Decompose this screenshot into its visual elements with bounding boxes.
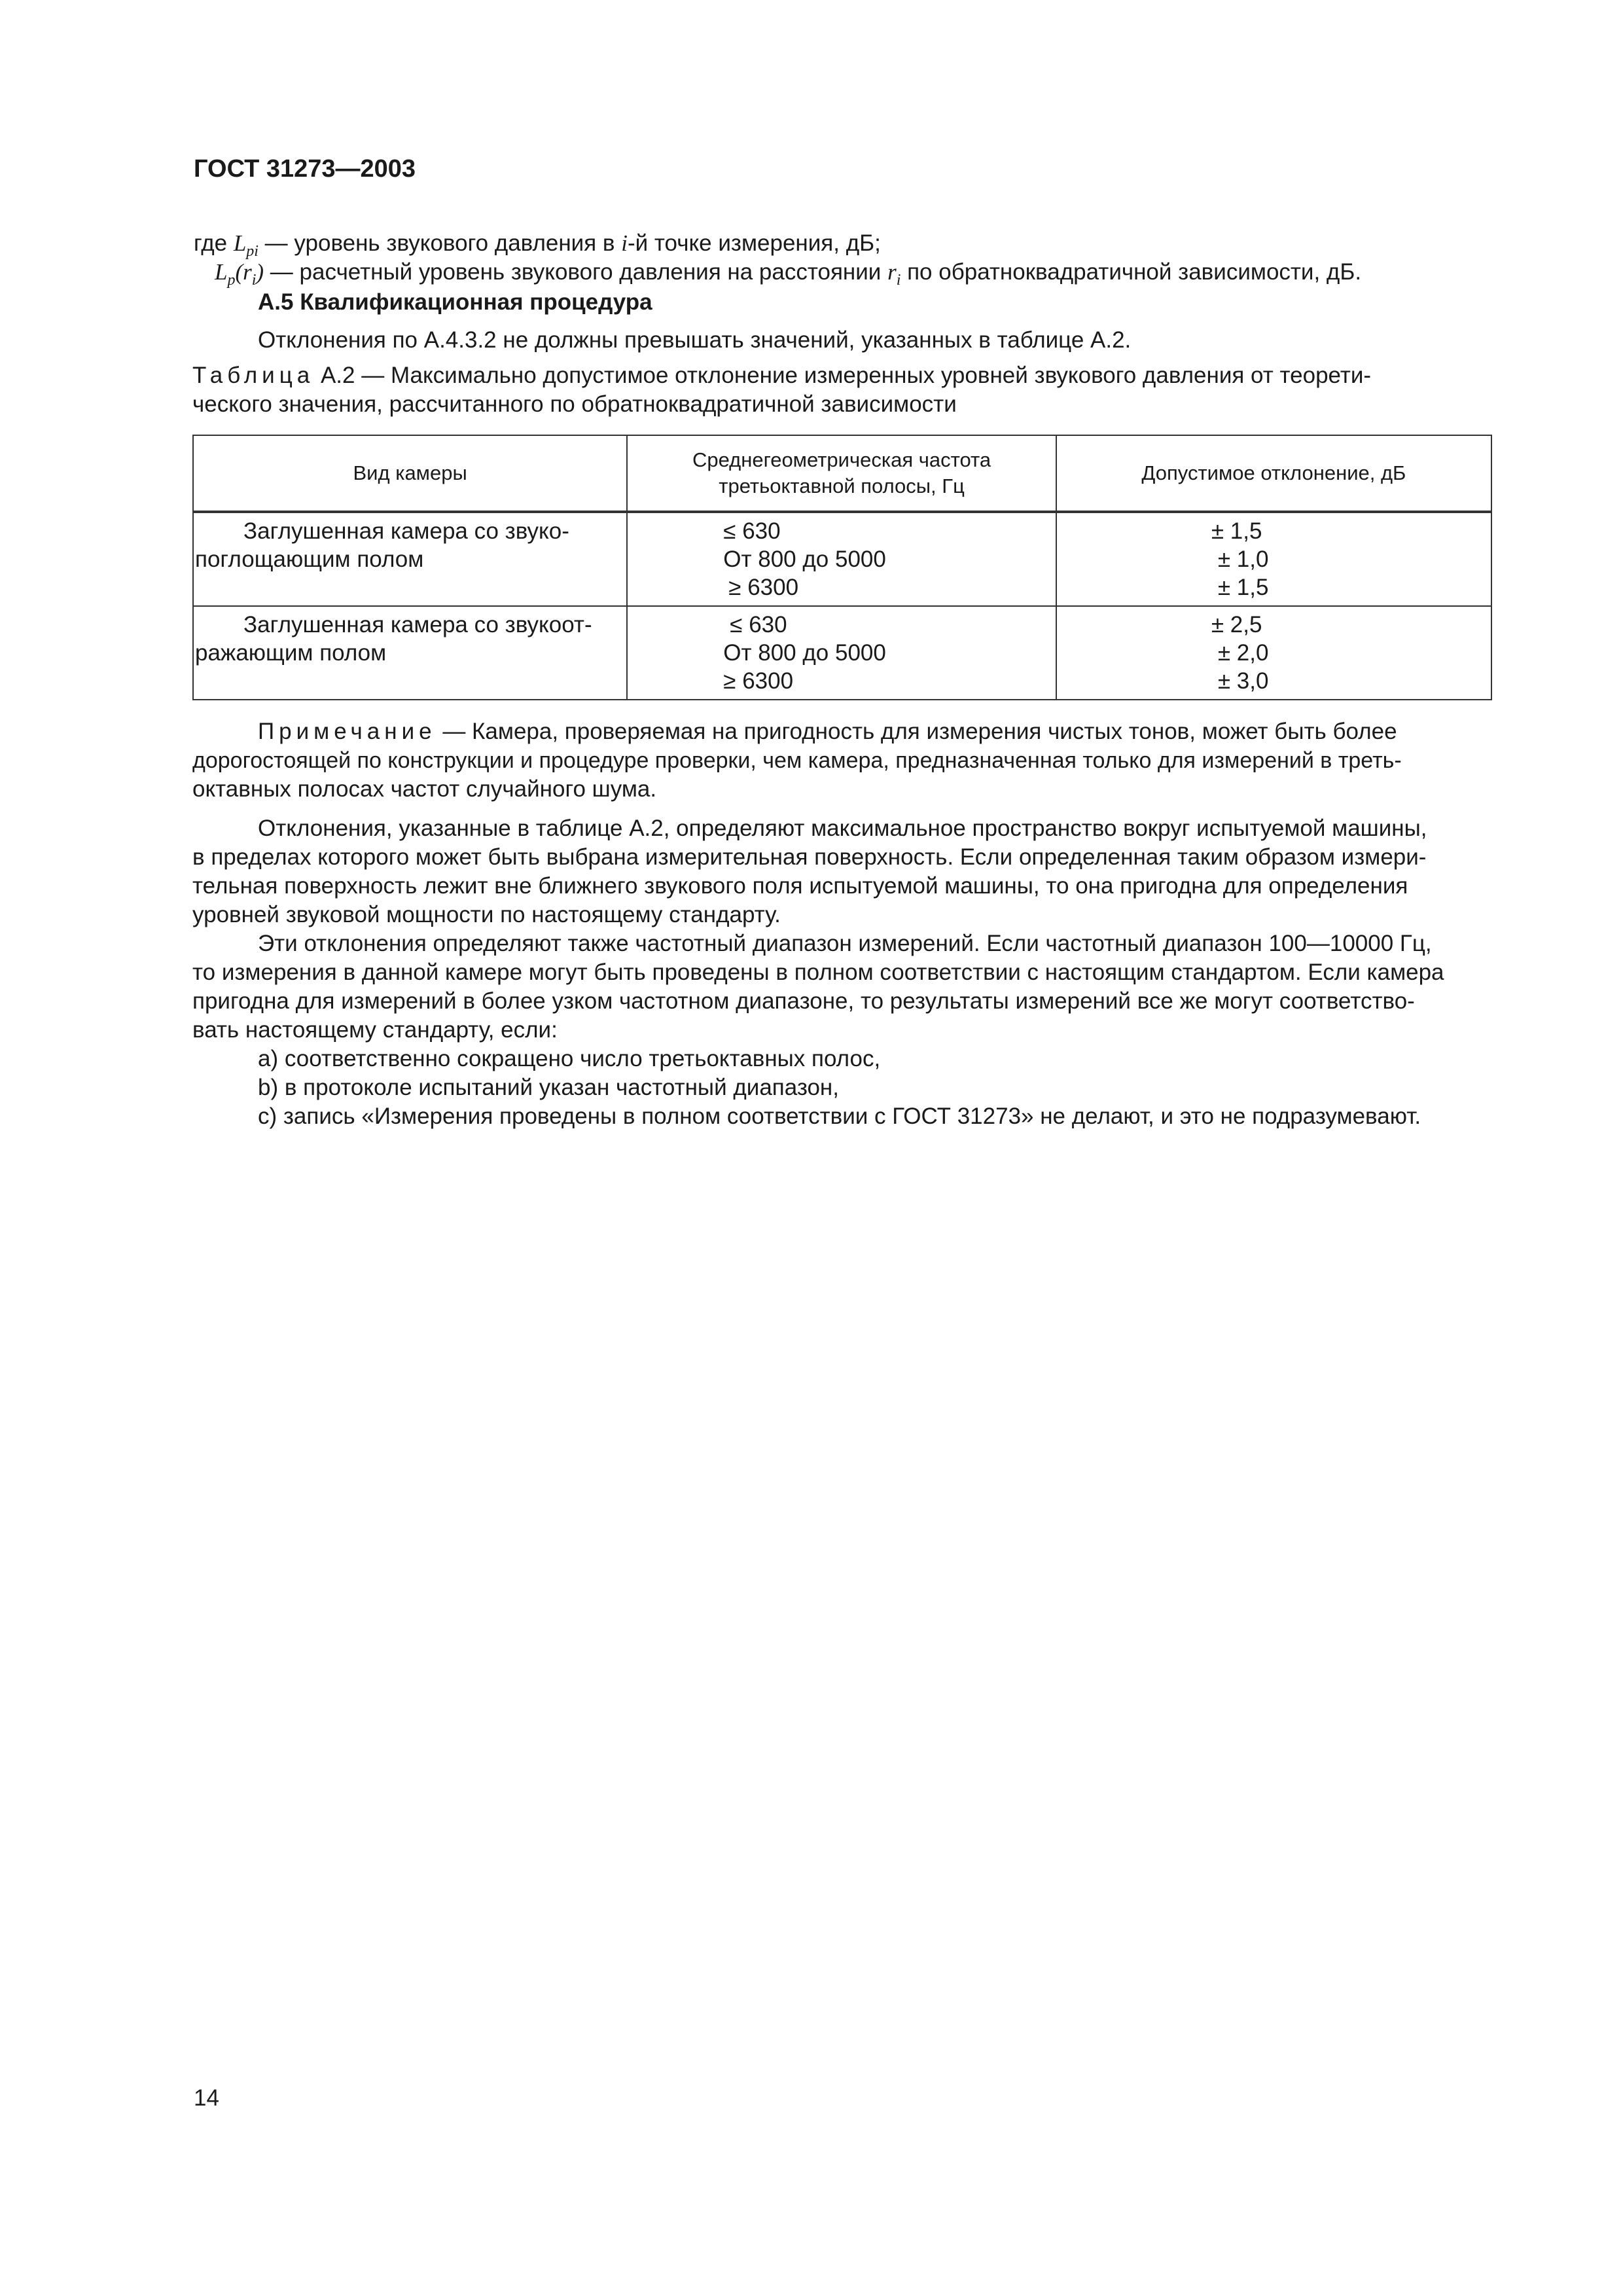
document-header: ГОСТ 31273—2003 bbox=[194, 155, 416, 183]
paren-open: ( bbox=[235, 259, 243, 285]
para1-line4: уровней звуковой мощности по настоящему стандарту. bbox=[192, 902, 781, 927]
header-frequency-line1: Среднегеометрическая частота bbox=[692, 448, 991, 471]
deviation-table bbox=[192, 435, 1492, 700]
para1-line3: тельная поверхность лежит вне ближнего звукового поля испытуемой машины, то она пригодна для определения bbox=[192, 873, 1408, 899]
list-item: c) запись «Измерения проведены в полном соответствии с ГОСТ 31273» не делают, и это не подразумевают. bbox=[258, 1103, 1421, 1129]
section-text: Отклонения по А.4.3.2 не должны превышать значений, указанных в таблице А.2. bbox=[258, 327, 1132, 353]
symbol-r: r bbox=[887, 259, 897, 285]
def-text-end: по обратноквадратичной зависимости, дБ. bbox=[901, 259, 1362, 285]
table-caption-label: Таблица bbox=[192, 363, 315, 388]
chamber-type-line2: ражающим полом bbox=[195, 640, 387, 666]
def-prefix: где bbox=[194, 230, 234, 256]
table-row bbox=[193, 606, 1491, 700]
note-text: — Камера, проверяемая на пригодность для измерения чистых тонов, может быть более bbox=[436, 719, 1397, 744]
frequency-value: ≥ 6300 bbox=[728, 575, 799, 600]
table-row bbox=[193, 512, 1491, 606]
frequency-value: ≥ 6300 bbox=[723, 668, 794, 694]
para1-line1: Отклонения, указанные в таблице А.2, определяют максимальное пространство вокруг испытуемой машины, bbox=[258, 816, 1427, 841]
symbol-sub-i: i bbox=[251, 272, 257, 289]
para1-line2: в пределах которого может быть выбрана измерительная поверхность. Если определенная таким образом измери- bbox=[192, 844, 1427, 870]
def-text: — расчетный уровень звукового давления на расстоянии bbox=[264, 259, 888, 285]
page-number: 14 bbox=[194, 2085, 219, 2111]
table-caption-text: А.2 — Максимально допустимое отклонение измеренных уровней звукового давления от теорети- bbox=[314, 363, 1372, 388]
header-frequency-line2: третьоктавной полосы, Гц bbox=[719, 475, 965, 497]
symbol-sub-i: i bbox=[896, 272, 901, 289]
para2-line2: то измерения в данной камере могут быть проведены в полном соответствии с настоящим стандартом. Если камера bbox=[192, 960, 1444, 985]
para2-line1: Эти отклонения определяют также частотный диапазон измерений. Если частотный диапазон 100—10000 Гц, bbox=[258, 931, 1432, 956]
para2-line3: пригодна для измерений в более узком частотном диапазоне, то результаты измерений все же могут соответство- bbox=[192, 988, 1415, 1014]
frequency-value: ≤ 630 bbox=[730, 612, 787, 637]
header-frequency bbox=[627, 435, 1056, 512]
table-caption-line2: ческого значения, рассчитанного по обратноквадратичной зависимости bbox=[192, 391, 957, 417]
def-text: — уровень звукового давления в bbox=[258, 230, 622, 256]
paren-close: ) bbox=[256, 259, 264, 285]
deviation-value: ± 1,5 bbox=[1211, 518, 1262, 544]
frequency-value: От 800 до 5000 bbox=[723, 547, 886, 572]
symbol-sub-pi: pi bbox=[246, 243, 259, 260]
deviation-value: ± 2,0 bbox=[1217, 640, 1269, 666]
list-item: b) в протоколе испытаний указан частотный диапазон, bbox=[258, 1075, 839, 1100]
header-deviation: Допустимое отклонение, дБ bbox=[1056, 435, 1491, 512]
chamber-type-line1: Заглушенная камера со звуко- bbox=[243, 518, 569, 544]
symbol-r: r bbox=[243, 259, 252, 285]
cell-deviation bbox=[1056, 512, 1491, 606]
symbol-l: L bbox=[215, 259, 228, 285]
list-item: a) соответственно сокращено число третьоктавных полос, bbox=[258, 1046, 881, 1071]
deviation-value: ± 3,0 bbox=[1217, 668, 1269, 694]
chamber-type-line1: Заглушенная камера со звукоот- bbox=[243, 612, 592, 637]
cell-chamber-type bbox=[193, 512, 627, 606]
deviation-value: ± 1,5 bbox=[1217, 575, 1269, 600]
para2-line4: вать настоящему стандарту, если: bbox=[192, 1017, 558, 1043]
deviation-value: ± 2,5 bbox=[1211, 612, 1262, 637]
cell-deviation bbox=[1056, 606, 1491, 700]
symbol-sub-p: p bbox=[227, 272, 236, 289]
symbol-i: i bbox=[621, 230, 628, 256]
table-caption-line1 bbox=[192, 361, 1371, 390]
symbol-l: L bbox=[233, 230, 247, 256]
frequency-value: ≤ 630 bbox=[723, 518, 781, 544]
table-header-row bbox=[193, 435, 1491, 512]
cell-frequency bbox=[627, 512, 1056, 606]
deviation-value: ± 1,0 bbox=[1217, 547, 1269, 572]
header-chamber-type: Вид камеры bbox=[193, 435, 627, 512]
cell-frequency bbox=[627, 606, 1056, 700]
section-heading: А.5 Квалификационная процедура bbox=[258, 289, 652, 315]
note-label: Примечание bbox=[258, 719, 437, 744]
def-text-end: -й точке измерения, дБ; bbox=[627, 230, 881, 256]
note-line3: октавных полосах частот случайного шума. bbox=[192, 776, 657, 802]
cell-chamber-type bbox=[193, 606, 627, 700]
note-line1 bbox=[258, 717, 1397, 746]
frequency-value: От 800 до 5000 bbox=[723, 640, 886, 666]
chamber-type-line2: поглощающим полом bbox=[195, 547, 424, 572]
note-line2: дорогостоящей по конструкции и процедуре проверки, чем камера, предназначенная только для измерений в треть- bbox=[192, 748, 1402, 773]
